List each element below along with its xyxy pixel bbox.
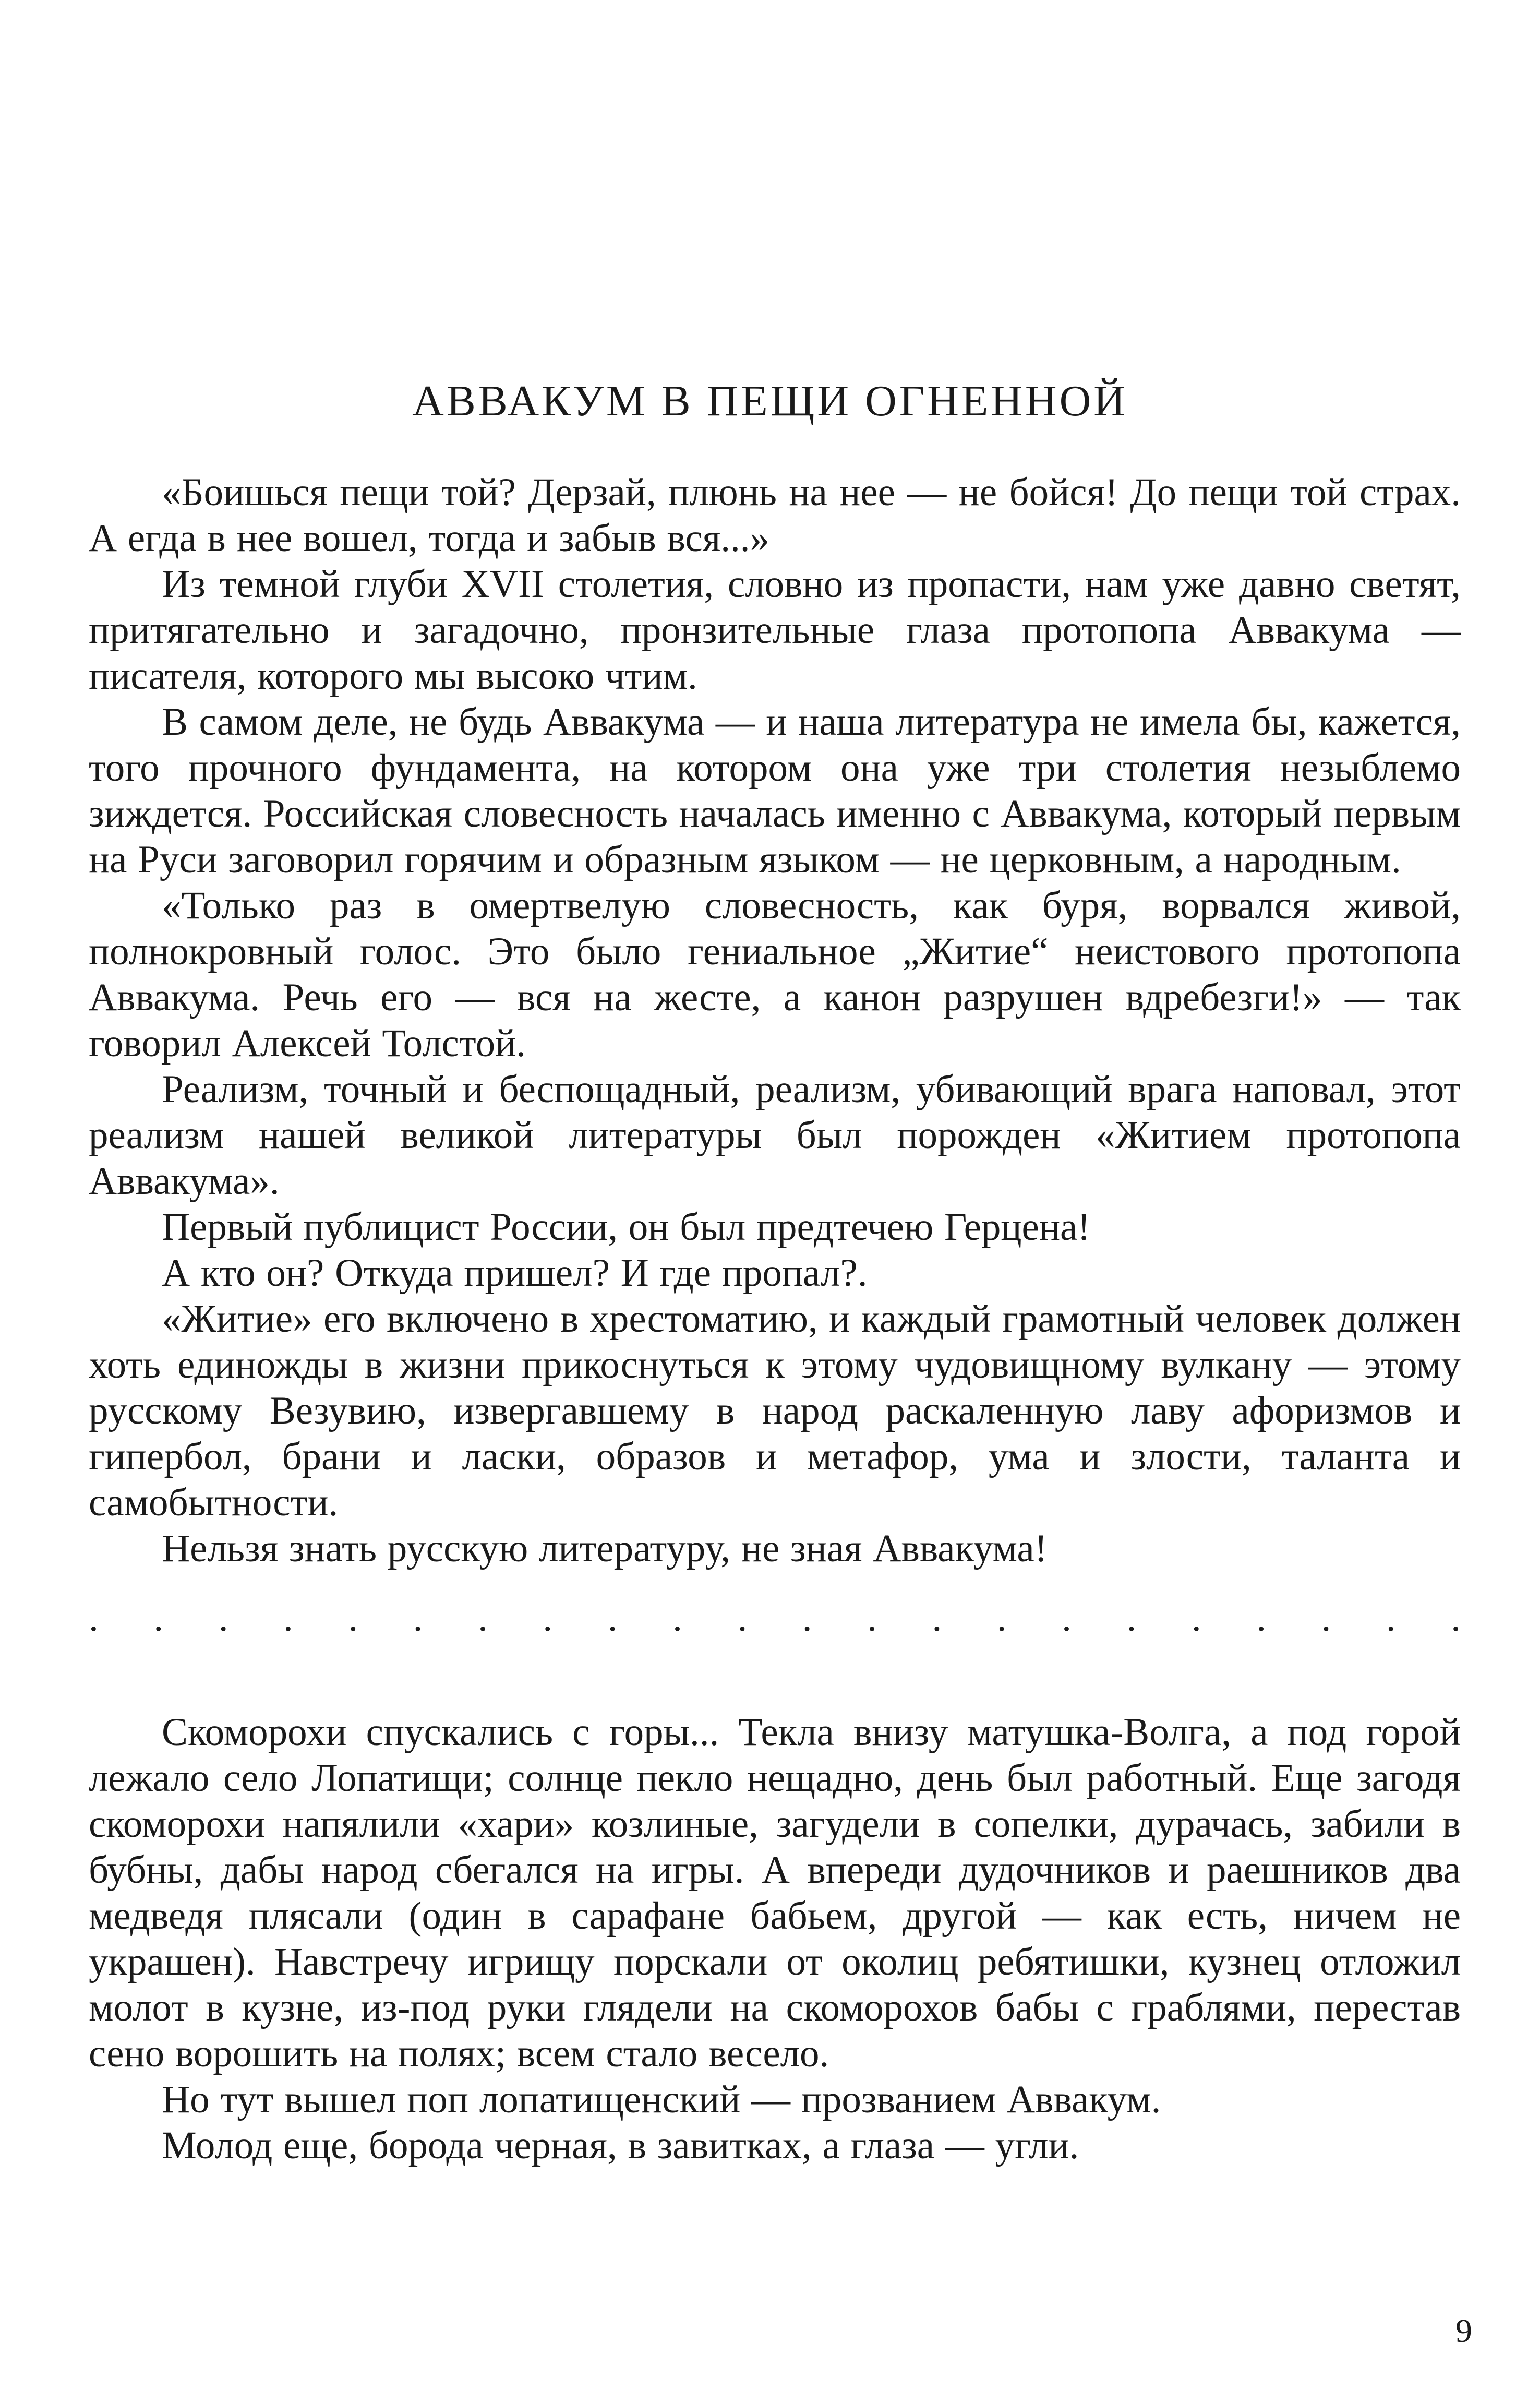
paragraph: Скоморохи спускались с горы... Текла внизу матушка-Волга, а под горой лежало село Лопатищи; солнце пекло нещадно, день был работный. Еще загодя скоморохи напялили «хари» козлиные, загудели в сопелки, дурачась, забили в бубны, дабы народ сбегался на игры. А впереди дудочников и раешников два медведя плясали (один в сарафане бабьем, другой — как есть, ничем не украшен). Навстречу игрищу порскали от околиц ребятишки, кузнец отложил молот в кузне, из-под руки глядели на скоморохов бабы с граблями, перестав сено ворошить на полях; всем стало весело. (89, 1711, 1461, 2075)
paragraph: Нельзя знать русскую литературу, не зная Аввакума! (162, 1527, 1048, 1570)
separator-dot: . (89, 1596, 99, 1640)
separator-dot: . (802, 1596, 812, 1640)
separator-dot: . (737, 1596, 748, 1640)
separator-dot: . (1062, 1596, 1072, 1640)
paragraph: А кто он? Откуда пришел? И где пропал?. (162, 1251, 868, 1295)
separator-dot: . (1256, 1596, 1266, 1640)
separator-dot: . (1451, 1596, 1461, 1640)
separator-dot: . (607, 1596, 618, 1640)
page-number: 9 (1455, 2312, 1472, 2349)
paragraph: «Житие» его включено в хрестоматию, и каждый грамотный человек должен хоть единожды в жизни прикоснуться к этому чудовищному вулкану — этому русскому Везувию, извергавшему в народ раскаленную лаву афоризмов и гипербол, брани и ласки, образов и метафор, ума и злости, таланта и самобытности. (89, 1297, 1461, 1524)
paragraph: Первый публицист России, он был предтечею Герцена! (162, 1205, 1091, 1249)
paragraph: Из темной глуби XVII столетия, словно из пропасти, нам уже давно светят, притягательно и загадочно, пронзительные глаза протопопа Аввакума — писателя, которого мы высоко чтим. (89, 563, 1461, 698)
chapter-title: АВВАКУМ В ПЕЩИ ОГНЕННОЙ (412, 377, 1128, 425)
text-column (89, 470, 1461, 2169)
separator-dot: . (348, 1596, 358, 1640)
separator-dot: . (1321, 1596, 1331, 1640)
section-separator (89, 1572, 1461, 1709)
separator-dot: . (153, 1596, 164, 1640)
separator-dot: . (543, 1596, 553, 1640)
separator-dot: . (867, 1596, 877, 1640)
paragraph: Молод еще, борода черная, в завитках, а глаза — угли. (162, 2124, 1079, 2167)
paragraph: Реализм, точный и беспощадный, реализм, убивающий врага наповал, этот реализм нашей великой литературы был порожден «Житием протопопа Аввакума». (89, 1068, 1461, 1203)
paragraph: Но тут вышел поп лопатищенский — прозванием Аввакум. (162, 2078, 1161, 2121)
separator-dot: . (932, 1596, 942, 1640)
separator-dot: . (1191, 1596, 1201, 1640)
separator-dot: . (672, 1596, 682, 1640)
separator-dot: . (1386, 1596, 1396, 1640)
separator-dot: . (218, 1596, 228, 1640)
separator-dot: . (996, 1596, 1007, 1640)
separator-dot: . (1126, 1596, 1137, 1640)
separator-dot: . (283, 1596, 293, 1640)
separator-dot: . (478, 1596, 488, 1640)
paragraph: «Боишься пещи той? Дерзай, плюнь на нее — не бойся! До пещи той страх. А егда в нее вошел, тогда и забыв вся...» (89, 471, 1461, 560)
separator-dots (89, 1595, 1461, 1641)
separator-dot: . (413, 1596, 423, 1640)
paragraph: «Только раз в омертвелую словесность, как буря, ворвался живой, полнокровный голос. Это было гениальное „Житие“ неистового протопопа Аввакума. Речь его — вся на жесте, а канон разрушен вдребезги!» — так говорил Алексей Толстой. (89, 884, 1461, 1065)
paragraph: В самом деле, не будь Аввакума — и наша литература не имела бы, кажется, того прочного фундамента, на котором она уже три столетия незыблемо зиждется. Российская словесность началась именно с Аввакума, который первым на Руси заговорил горячим и образным языком — не церковным, а народным. (89, 700, 1461, 881)
